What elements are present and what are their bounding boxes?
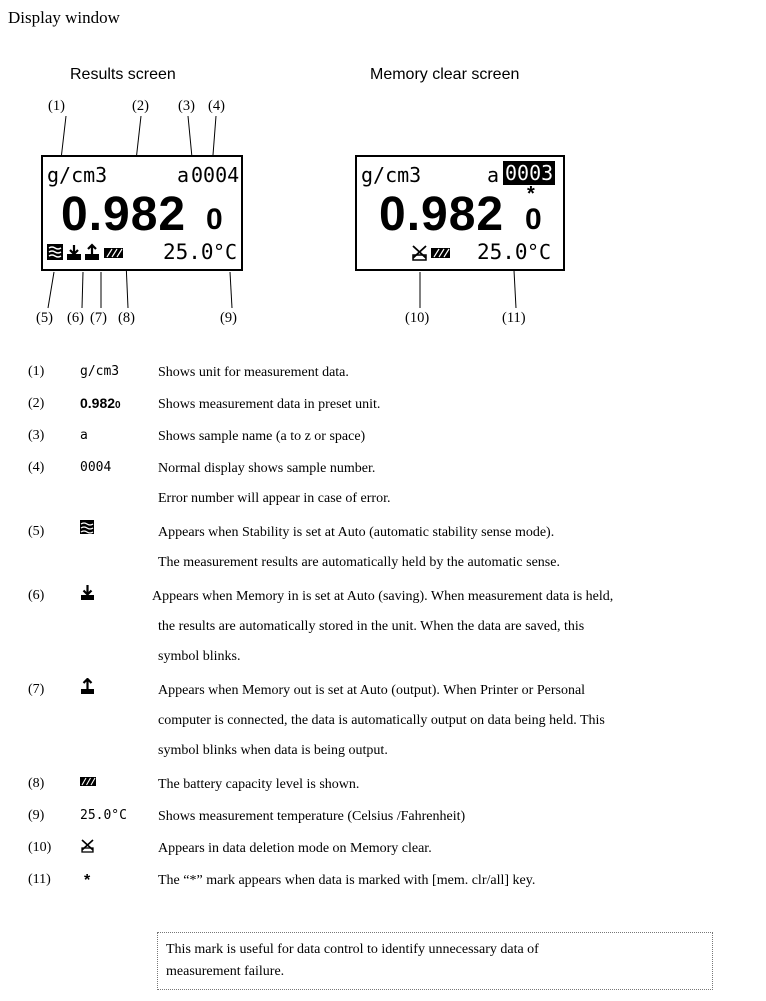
results-sample-name: a bbox=[177, 163, 190, 187]
legend-desc-2: Shows measurement data in preset unit. bbox=[158, 397, 381, 412]
results-temperature: 25.0 bbox=[163, 240, 214, 264]
legend-desc-3: Shows sample name (a to z or space) bbox=[158, 429, 366, 444]
results-sample-number: 0004 bbox=[191, 163, 240, 187]
legend-desc-7b: computer is connected, the data is automatically output on data being held. This bbox=[158, 713, 605, 728]
legend-symbol-value: 0.9820 bbox=[80, 395, 121, 411]
legend-desc-7a: Appears when Memory out is set at Auto (output). When Printer or Personal bbox=[158, 683, 586, 698]
memory-clear-value: 0.982 bbox=[379, 188, 505, 241]
battery-icon bbox=[104, 248, 123, 258]
memory-clear-unit: g/cm3 bbox=[361, 163, 422, 187]
callout-4: (4) bbox=[208, 98, 225, 114]
legend-desc-5a: Appears when Stability is set at Auto (automatic stability sense mode). bbox=[158, 525, 555, 540]
legend-desc-8: The battery capacity level is shown. bbox=[158, 777, 360, 792]
results-lcd-screen bbox=[41, 155, 243, 271]
legend-desc-11: The “*” mark appears when data is marked with [mem. clr/all] key. bbox=[158, 873, 536, 888]
memory-clear-temp-unit: °C bbox=[527, 240, 552, 264]
legend-desc-6a: Appears when Memory in is set at Auto (saving). When measurement data is held, bbox=[152, 589, 614, 604]
memory-clear-status-icons bbox=[411, 243, 461, 263]
legend-desc-5b: The measurement results are automatically held by the automatic sense. bbox=[158, 555, 560, 570]
memory-clear-temperature: 25.0 bbox=[477, 240, 528, 264]
memory-in-auto-icon bbox=[67, 245, 81, 260]
legend-num-3: (3) bbox=[28, 428, 45, 443]
legend-desc-7c: symbol blinks when data is being output. bbox=[158, 743, 388, 758]
legend-num-5: (5) bbox=[28, 524, 45, 539]
note-box bbox=[157, 932, 713, 990]
battery-icon bbox=[80, 776, 98, 788]
callout-7: (7) bbox=[90, 310, 107, 326]
legend-num-4: (4) bbox=[28, 460, 45, 475]
legend-desc-1: Shows unit for measurement data. bbox=[158, 365, 349, 380]
callout-8: (8) bbox=[118, 310, 135, 326]
delete-mode-icon bbox=[80, 838, 96, 854]
legend-symbol-unit: g/cm3 bbox=[80, 364, 120, 379]
stability-auto-icon bbox=[80, 520, 96, 536]
callout-10: (10) bbox=[405, 310, 430, 326]
legend-symbol-sample-number: 0004 bbox=[80, 460, 112, 475]
memory-clear-lcd-screen bbox=[355, 155, 565, 271]
legend-symbol-temperature: 25.0°C bbox=[80, 808, 127, 823]
legend-desc-9: Shows measurement temperature (Celsius /Fahrenheit) bbox=[158, 809, 466, 824]
callout-6: (6) bbox=[67, 310, 84, 326]
results-value: 0.982 bbox=[61, 188, 187, 241]
legend-desc-6b: the results are automatically stored in the unit. When the data are saved, this bbox=[158, 619, 585, 634]
memory-clear-screen-title: Memory clear screen bbox=[370, 66, 520, 83]
battery-icon bbox=[431, 248, 450, 258]
legend-desc-4a: Normal display shows sample number. bbox=[158, 461, 376, 476]
legend-num-2: (2) bbox=[28, 396, 45, 411]
legend-desc-10: Appears in data deletion mode on Memory clear. bbox=[158, 841, 432, 856]
legend-num-6: (6) bbox=[28, 588, 45, 603]
note-line-1: This mark is useful for data control to identify unnecessary data of bbox=[166, 942, 539, 957]
callout-3: (3) bbox=[178, 98, 195, 114]
callout-5: (5) bbox=[36, 310, 53, 326]
callout-1: (1) bbox=[48, 98, 65, 114]
results-status-icons bbox=[47, 243, 127, 263]
legend-symbol-sample-name: a bbox=[80, 428, 88, 443]
legend-num-8: (8) bbox=[28, 776, 45, 791]
callout-11: (11) bbox=[502, 310, 526, 326]
legend-desc-6c: symbol blinks. bbox=[158, 649, 241, 664]
legend-num-10: (10) bbox=[28, 840, 52, 855]
memory-clear-sample-name: a bbox=[487, 163, 500, 187]
legend-num-9: (9) bbox=[28, 808, 45, 823]
delete-mode-icon bbox=[413, 246, 426, 260]
memory-out-auto-icon bbox=[80, 678, 96, 696]
results-unit: g/cm3 bbox=[47, 163, 108, 187]
legend-symbol-mark: * bbox=[84, 872, 91, 889]
legend-num-7: (7) bbox=[28, 682, 45, 697]
legend-num-11: (11) bbox=[28, 872, 51, 887]
stability-auto-icon bbox=[47, 244, 63, 260]
results-value-small: 0 bbox=[206, 203, 223, 236]
results-temp-unit: °C bbox=[213, 240, 238, 264]
legend-num-1: (1) bbox=[28, 364, 45, 379]
legend-desc-4b: Error number will appear in case of error. bbox=[158, 491, 391, 506]
results-screen-title: Results screen bbox=[70, 66, 176, 83]
note-line-2: measurement failure. bbox=[166, 964, 285, 979]
callout-9: (9) bbox=[220, 310, 237, 326]
callout-2: (2) bbox=[132, 98, 149, 114]
memory-clear-mark: * bbox=[527, 183, 535, 205]
document-title: Display window bbox=[8, 8, 120, 27]
memory-clear-value-small: 0 bbox=[525, 203, 542, 236]
memory-out-auto-icon bbox=[85, 245, 99, 260]
memory-clear-sample-number: 0003 bbox=[505, 161, 554, 185]
memory-in-auto-icon bbox=[80, 584, 96, 602]
